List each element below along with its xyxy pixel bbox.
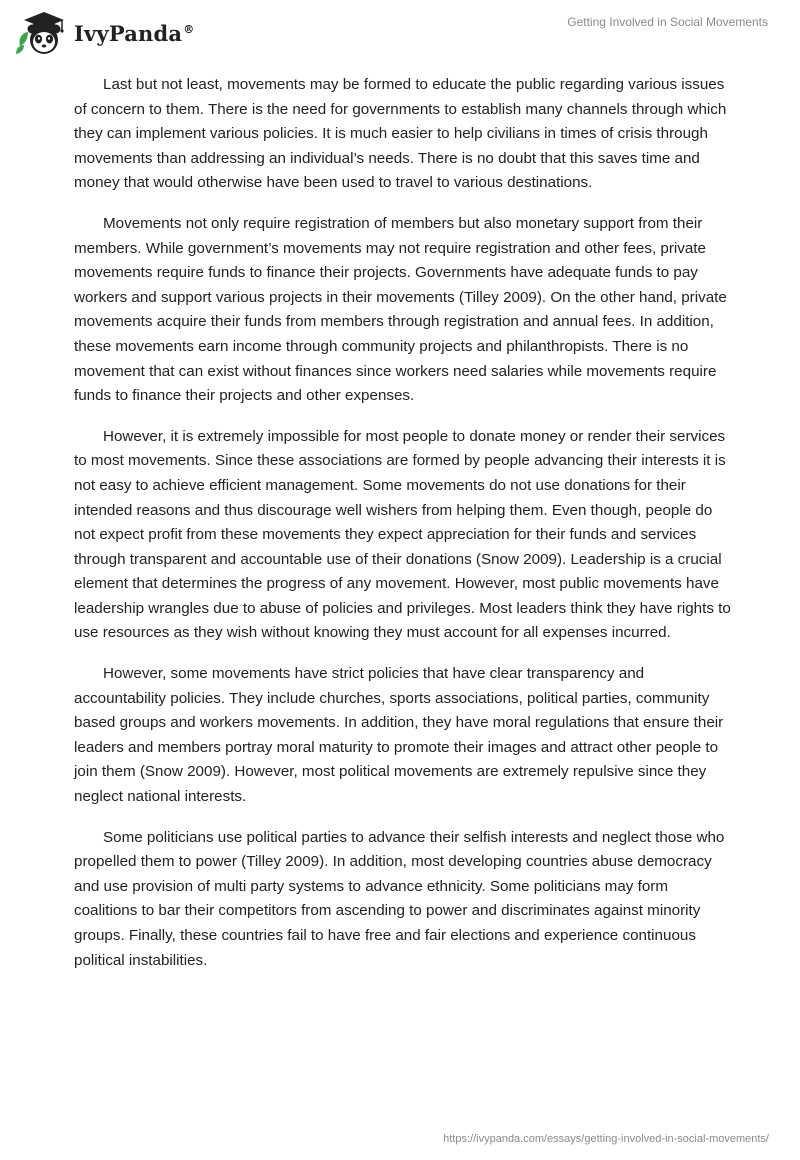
brand-name-text: IvyPanda [74,20,183,46]
paragraph-5: Some politicians use political parties to advance their selfish interests and neglect those who propelled them to power (Tilley 2009). In addition, most developing countries abuse democracy and use provision of multi party systems to advance ethnicity. Some politicians may form coalitions to bar their competitors from ascending to power and discriminates against minority groups. Finally, these countries fail to have free and fair elections and experience continuous political instabilities. [74,828,725,969]
document-title: Getting Involved in Social Movements [567,15,768,29]
paragraph-4: However, some movements have strict policies that have clear transparency and accountability policies. They include churches, sports associations, political parties, community based groups and workers movements. In addition, they have moral regulations that ensure their leaders and members portray moral maturity to promote their images and attract other people to join them (Snow 2009). However, most political movements are extremely repulsive since they neglect national interests. [74,665,724,806]
essay-body [74,73,734,989]
brand-logo[interactable] [14,8,194,58]
brand-name [74,21,194,46]
source-url[interactable]: https://ivypanda.com/essays/getting-involved-in-social-movements/ [443,1133,769,1145]
paragraph-2: Movements not only require registration of members but also monetary support from their members. While government’s movements may not require registration and other fees, private movements require funds to finance their projects. Governments have adequate funds to pay workers and support various projects in their movements (Tilley 2009). On the other hand, private movements acquire their funds from members through registration and annual fees. In addition, these movements earn income through community projects and philanthropists. There is no movement that can exist without finances since workers need salaries while movements require funds to finance their projects and other expenses. [74,214,727,405]
brand-registered-mark: ® [183,22,195,36]
paragraph-3: However, it is extremely impossible for most people to donate money or render their services to most movements. Since these associations are formed by people advancing their interests it is not easy to achieve efficient management. Some movements do not use donations for their intended reasons and thus discourage well wishers from helping them. Even though, people do not expect profit from these movements they expect appreciation for their funds and services through transparent and accountable use of their donations (Snow 2009). Leadership is a crucial element that determines the progress of any movement. However, most public movements have leadership wrangles due to abuse of policies and privileges. Most leaders think they have rights to use resources as they wish without knowing they must account for all expenses incurred. [74,427,731,642]
panda-graduate-icon [14,8,70,58]
paragraph-1: Last but not least, movements may be formed to educate the public regarding various issues of concern to them. There is the need for governments to establish many channels through which they can implement various policies. It is much easier to help civilians in times of crisis through movements than addressing an individual’s needs. There is no doubt that this saves time and money that would otherwise have been used to travel to various destinations. [74,76,727,192]
page-header [0,0,800,70]
